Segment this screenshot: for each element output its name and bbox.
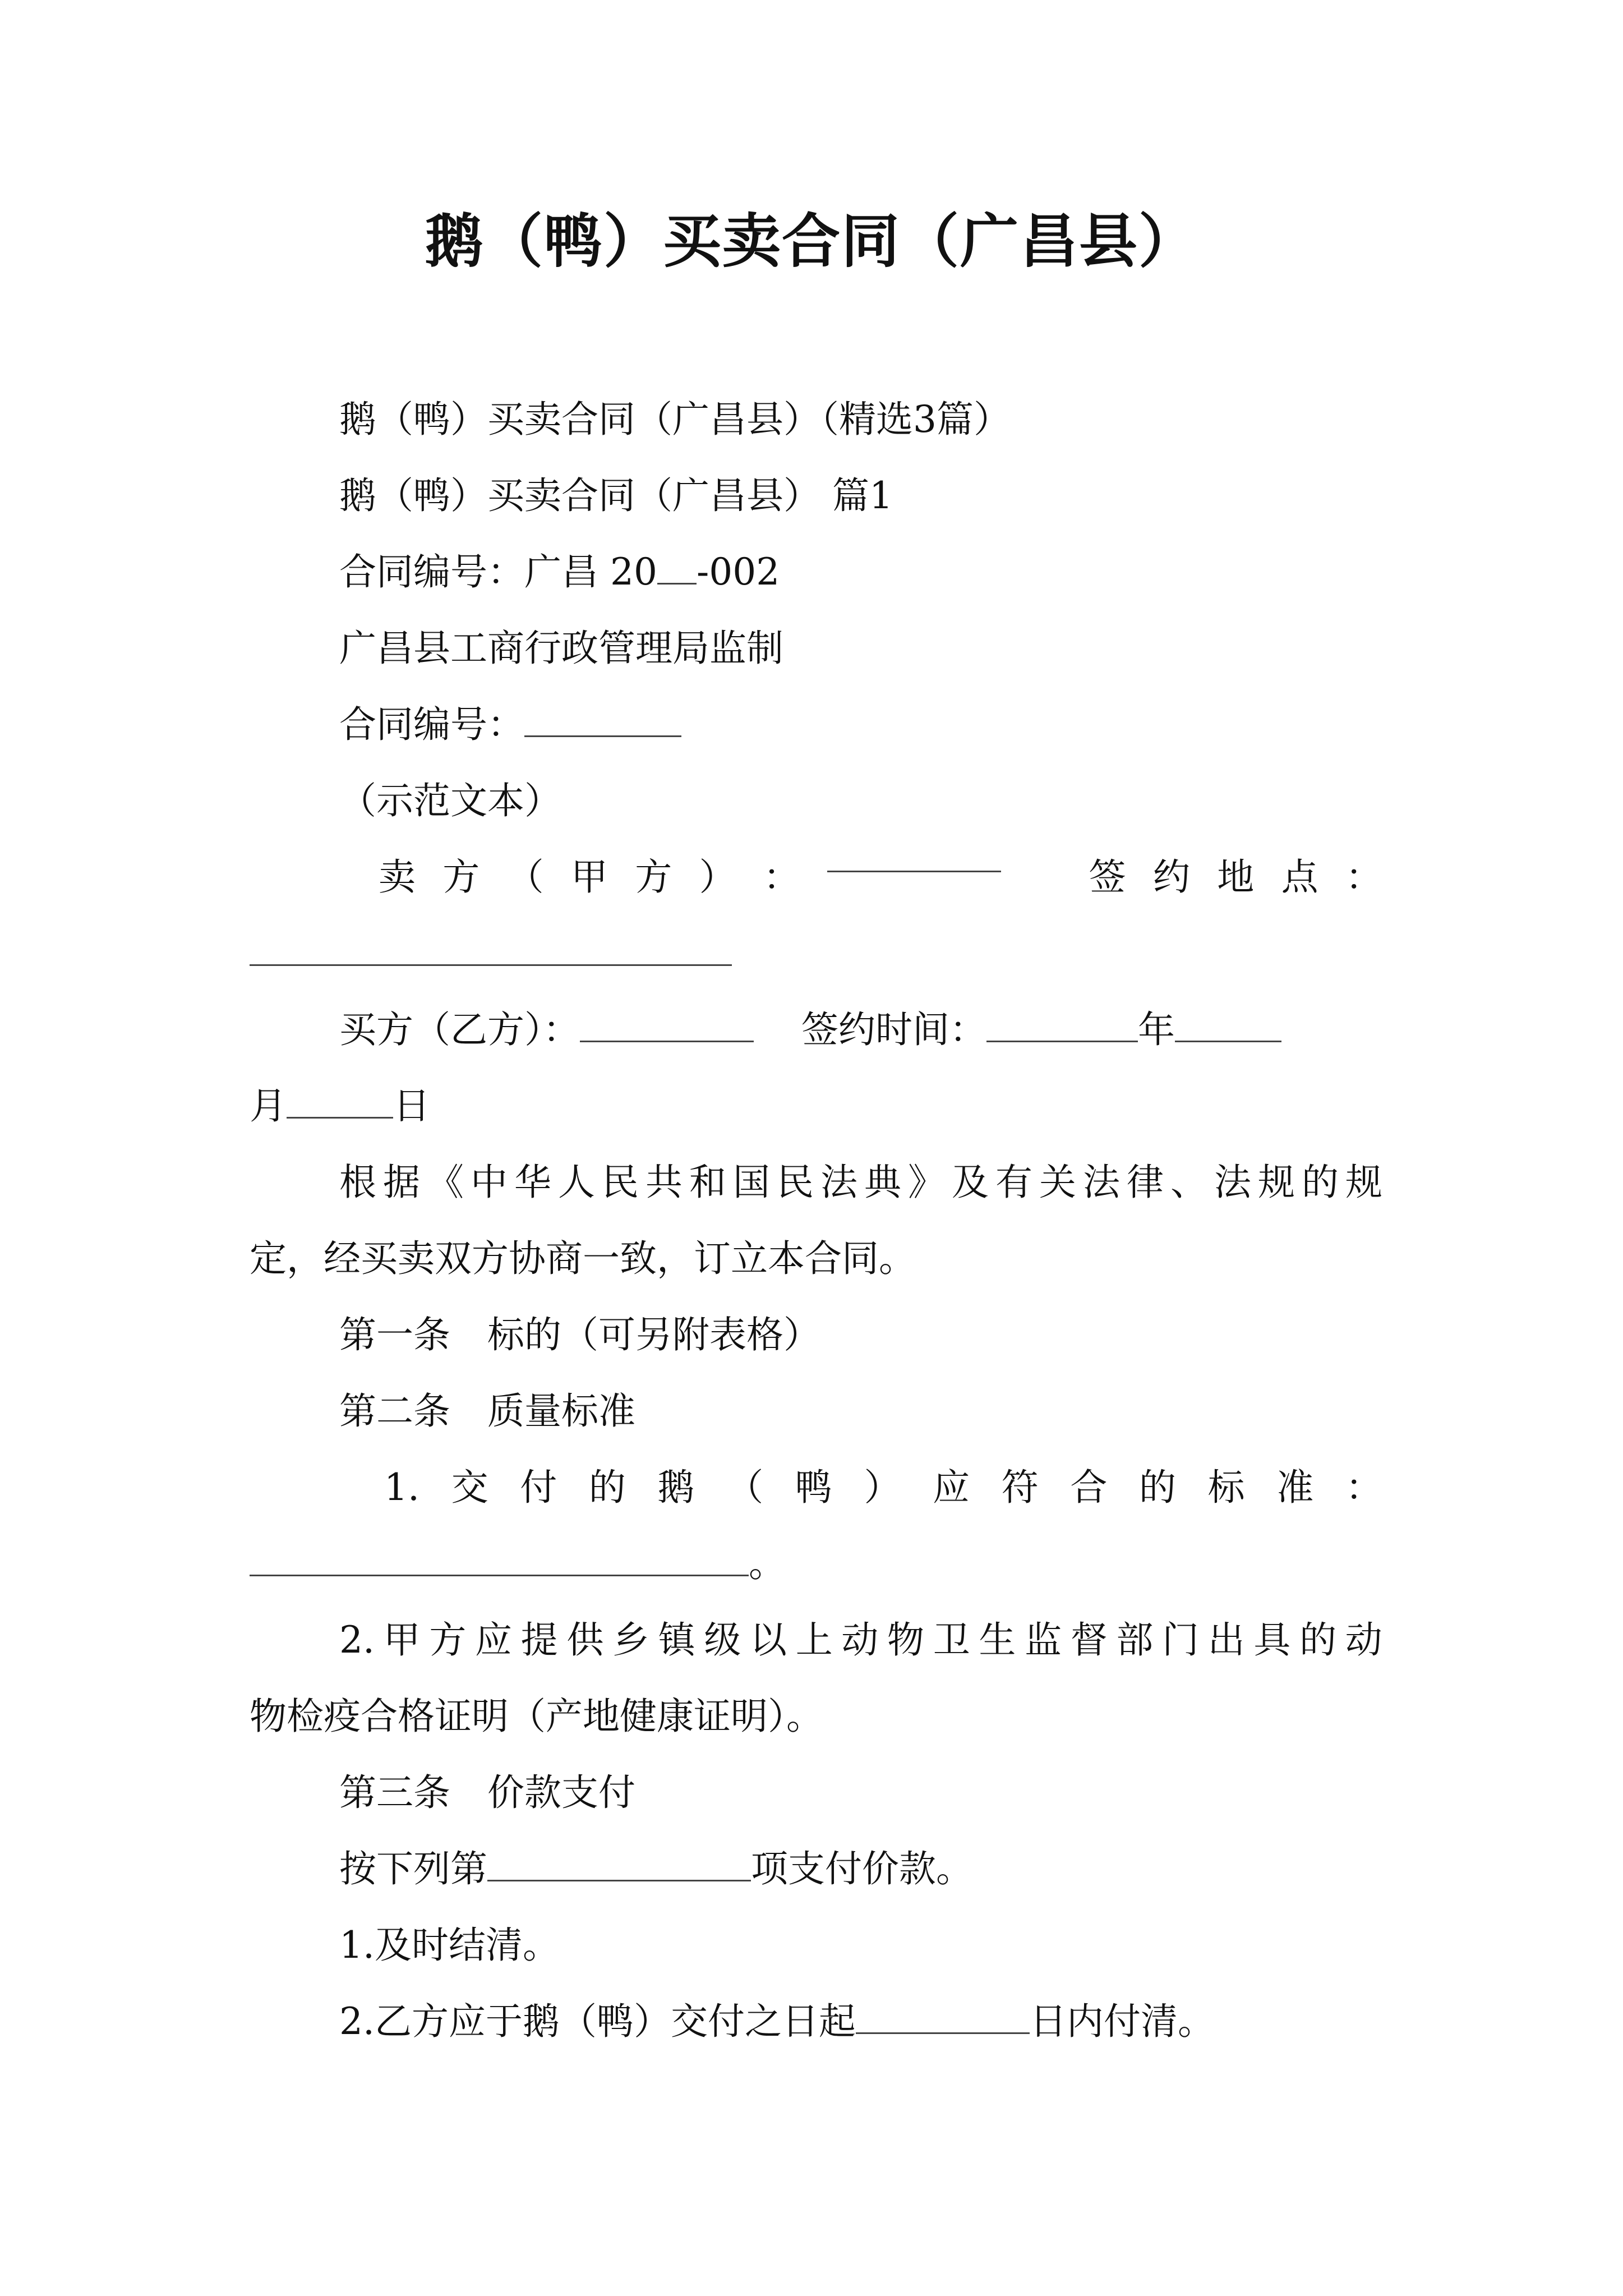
basis-char: 法 (1214, 1161, 1251, 1204)
quality-char: （ (726, 1466, 764, 1509)
basis-char: 民 (777, 1161, 814, 1204)
document-body (250, 381, 1382, 2060)
quality-period: 。 (749, 1542, 786, 1585)
seller-char: （ (506, 855, 544, 899)
payment-option-line (250, 1831, 1382, 1907)
place-char: 约 (1152, 855, 1190, 899)
quality2-char: 方 (429, 1618, 467, 1662)
quality2-char: 督 (1070, 1618, 1108, 1662)
seller-char: 方 (442, 855, 480, 899)
quality2-char: 监 (1025, 1618, 1062, 1662)
payment-option-prefix: 按下列第 (339, 1847, 487, 1890)
basis-char: 典 (864, 1161, 901, 1204)
quality2-char: 的 (1299, 1618, 1337, 1662)
basis-char: 据 (383, 1161, 420, 1204)
basis-char: 、 (1170, 1161, 1207, 1204)
quality-char: 符 (1001, 1466, 1039, 1509)
basis-char: 《 (427, 1161, 464, 1204)
seller-char: 方 (635, 855, 672, 899)
payment-days-blank (856, 2001, 1030, 2034)
basis-line-2: 定，经买卖双方协商一致，订立本合同。 (250, 1237, 916, 1280)
seller-char: ） (699, 855, 736, 899)
contract-number-label: 合同编号： (339, 703, 524, 746)
contract-number-blank (524, 704, 681, 737)
article-1: 第一条 标的（可另附表格） (339, 1313, 820, 1356)
quality-char: 应 (933, 1466, 970, 1509)
quality-char: ： (1345, 1466, 1382, 1509)
sign-time-label: 签约时间： (801, 1008, 986, 1051)
payment-item-1: 1.及时结清。 (339, 1924, 560, 1967)
quality-char: 鸭 (795, 1466, 832, 1509)
basis-line-1 (250, 1144, 1382, 1221)
contract-number-line (250, 534, 1382, 610)
payment-option-blank (487, 1848, 751, 1881)
quality-char: 交 (451, 1466, 488, 1509)
contract-number-suffix: -002 (696, 550, 780, 593)
subtitle-part-1: 鹅（鸭）买卖合同（广昌县） 篇1 (339, 474, 893, 517)
contract-number-field-line (250, 687, 1382, 763)
quality2-char: 2. (339, 1618, 375, 1662)
quality-char: 准 (1276, 1466, 1314, 1509)
quality-char: 鹅 (657, 1466, 695, 1509)
quality-char: 的 (1139, 1466, 1177, 1509)
article-2: 第二条 质量标准 (339, 1389, 635, 1433)
quality2-char: 甲 (383, 1618, 421, 1662)
quality2-char: 卫 (933, 1618, 970, 1662)
seller-char: ： (763, 855, 800, 899)
place-char: ： (1345, 855, 1382, 899)
quality2-char: 镇 (658, 1618, 695, 1662)
basis-char: 民 (602, 1161, 639, 1204)
quality-standard-blank-line (250, 1526, 1382, 1602)
sign-place-blank-line (250, 915, 1382, 992)
basis-char: 人 (558, 1161, 595, 1204)
basis-char: 和 (689, 1161, 726, 1204)
basis-char: 有 (995, 1161, 1032, 1204)
basis-char: 》 (908, 1161, 945, 1204)
quality2-char: 乡 (612, 1618, 650, 1662)
basis-char: 中 (471, 1161, 508, 1204)
payment-item-2-prefix: 2.乙方应于鹅（鸭）交付之日起 (339, 2000, 856, 2043)
quality2-char: 出 (1207, 1618, 1245, 1662)
seller-place-line (250, 839, 1382, 915)
month-blank (1175, 1009, 1281, 1042)
basis-char: 法 (820, 1161, 857, 1204)
quality-2-line-2: 物检疫合格证明（产地健康证明）。 (250, 1695, 823, 1738)
payment-option-suffix: 项支付价款。 (751, 1847, 973, 1890)
quality2-char: 动 (1345, 1618, 1382, 1662)
seller-char: 卖 (379, 855, 416, 899)
quality-char: 的 (588, 1466, 626, 1509)
day-blank (287, 1085, 393, 1119)
place-char: 点 (1281, 855, 1318, 899)
buyer-time-line (250, 992, 1382, 1068)
quality2-char: 上 (795, 1618, 833, 1662)
quality2-char: 物 (887, 1618, 925, 1662)
basis-char: 法 (1083, 1161, 1120, 1204)
quality-char: 1. (384, 1466, 419, 1509)
supervisor-line: 广昌县工商行政管理局监制 (339, 627, 783, 670)
contract-number-prefix: 合同编号：广昌 20 (339, 550, 657, 593)
sign-place-blank (250, 933, 732, 966)
month-label: 月 (250, 1084, 287, 1128)
quality-char: 付 (520, 1466, 557, 1509)
basis-char: 及 (952, 1161, 989, 1204)
year-label: 年 (1138, 1008, 1175, 1051)
day-label: 日 (393, 1084, 430, 1128)
quality2-char: 部 (1116, 1618, 1154, 1662)
quality2-char: 以 (750, 1618, 787, 1662)
basis-char: 国 (733, 1161, 770, 1204)
payment-item-2 (250, 1984, 1382, 2060)
quality-char: ） (864, 1466, 901, 1509)
basis-char: 根 (339, 1161, 376, 1204)
quality2-char: 级 (704, 1618, 741, 1662)
quality-standard-blank (250, 1543, 749, 1576)
month-day-line (250, 1068, 1382, 1144)
year-blank (986, 1009, 1138, 1042)
basis-char: 律 (1127, 1161, 1164, 1204)
template-note: （示范文本） (339, 779, 561, 822)
basis-char: 规 (1258, 1161, 1295, 1204)
quality2-char: 供 (566, 1618, 604, 1662)
quality-1-line (250, 1450, 1382, 1526)
place-char: 签 (1089, 855, 1126, 899)
seller-char: 甲 (570, 855, 608, 899)
quality-char: 合 (1070, 1466, 1108, 1509)
quality2-char: 门 (1162, 1618, 1200, 1662)
quality2-char: 动 (841, 1618, 879, 1662)
basis-char: 关 (1039, 1161, 1076, 1204)
place-char: 地 (1217, 855, 1255, 899)
quality2-char: 具 (1253, 1618, 1291, 1662)
basis-char: 华 (514, 1161, 551, 1204)
contract-year-blank (657, 551, 697, 585)
quality2-char: 应 (475, 1618, 512, 1662)
quality-char: 标 (1207, 1466, 1245, 1509)
quality-2-line-1 (250, 1602, 1382, 1678)
quality2-char: 生 (979, 1618, 1016, 1662)
basis-char: 的 (1302, 1161, 1339, 1204)
basis-char: 规 (1345, 1161, 1382, 1204)
buyer-blank (580, 1009, 754, 1042)
buyer-label: 买方（乙方）： (339, 1008, 580, 1051)
basis-char: 共 (645, 1161, 683, 1204)
document-title: 鹅（鸭）买卖合同（广昌县） (425, 207, 1198, 275)
seller-blank (827, 839, 1001, 872)
gap (1028, 839, 1062, 915)
quality2-char: 提 (520, 1618, 558, 1662)
article-3: 第三条 价款支付 (339, 1771, 635, 1814)
subtitle-collection: 鹅（鸭）买卖合同（广昌县）（精选3篇） (339, 398, 1011, 441)
payment-item-2-suffix: 日内付清。 (1029, 2000, 1215, 2043)
